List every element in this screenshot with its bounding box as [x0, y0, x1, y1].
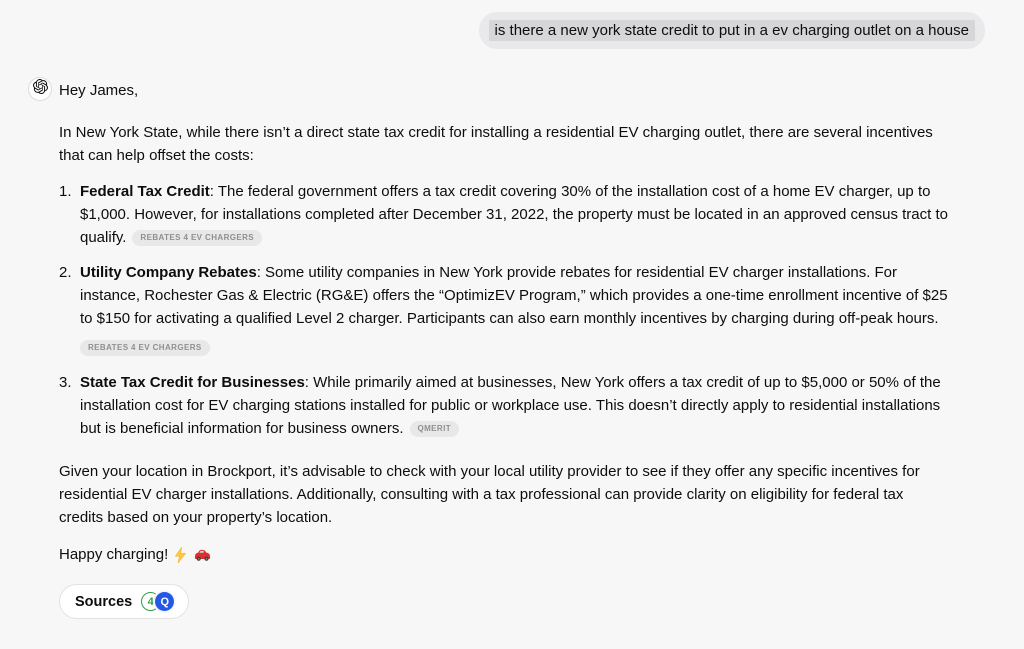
list-item-text: : While primarily aimed at businesses, New York offers a tax credit of up to $5,000 or 50% of the installation cost for EV charging stations installed for public or workplace use. This doesn’t directly apply to residential installations but is beneficial information for business owners. [80, 374, 941, 437]
list-item [59, 180, 950, 249]
lightning-icon [173, 547, 188, 563]
assistant-greeting: Hey James, [59, 82, 139, 99]
assistant-intro-paragraph: In New York State, while there isn’t a direct state tax credit for installing a residential EV charging outlet, there are several incentives that can help offset the costs: [59, 124, 933, 164]
citation-chip[interactable]: REBATES 4 EV CHARGERS [132, 230, 262, 246]
closing-text: Happy charging! [59, 546, 169, 563]
citation-chip[interactable]: QMERIT [410, 421, 460, 437]
citation-row [80, 336, 950, 359]
assistant-outro-paragraph: Given your location in Brockport, it’s advisable to check with your local utility provider to see if they offer any specific incentives for residential EV charger installations. Additionally, consulting with a tax professional can provide clarity on eligibility for federal tax credits based on your property’s location. [59, 463, 920, 526]
incentives-list [59, 180, 950, 440]
list-item-title: Federal Tax Credit [80, 183, 210, 200]
sources-button[interactable] [59, 584, 189, 619]
list-item-text: : The federal government offers a tax credit covering 30% of the installation cost of a home EV charger, up to $1,000. However, for installations completed after December 31, 2022, the property must be located in an approved census tract to qualify. [80, 183, 948, 246]
assistant-closing-line [59, 543, 950, 566]
sources-label: Sources [75, 593, 133, 610]
user-message-text: is there a new york state credit to put in a ev charging outlet on a house [489, 20, 975, 41]
rebates-4-ev-chargers-favicon: 4 [141, 592, 160, 611]
assistant-message [59, 79, 950, 619]
openai-logo-icon [33, 78, 48, 101]
list-item-number: 1. [59, 183, 72, 200]
list-item-text: : Some utility companies in New York provide rebates for residential EV charger installations. For instance, Rochester Gas & Electric (RG&E) offers the “OptimizEV Program,” which provides a one-time enrollment incentive of $25 to $150 for activating a qualified Level 2 charger. Participants can also earn monthly incentives by charging during off-peak hours. [80, 264, 948, 327]
list-item-title: State Tax Credit for Businesses [80, 374, 305, 391]
list-item-number: 2. [59, 264, 72, 281]
list-item-body [80, 371, 950, 440]
list-item-number: 3. [59, 374, 72, 391]
list-item-title: Utility Company Rebates [80, 264, 257, 281]
list-item [59, 371, 950, 440]
chatgpt-avatar [28, 77, 52, 101]
car-icon [193, 548, 212, 562]
qmerit-favicon: Q [155, 592, 174, 611]
list-item-body [80, 261, 950, 359]
user-message-bubble [479, 12, 985, 49]
source-favicons [141, 592, 174, 611]
citation-chip[interactable]: REBATES 4 EV CHARGERS [80, 340, 210, 356]
user-message-row [0, 0, 1024, 49]
list-item [59, 261, 950, 359]
list-item-body [80, 180, 950, 249]
